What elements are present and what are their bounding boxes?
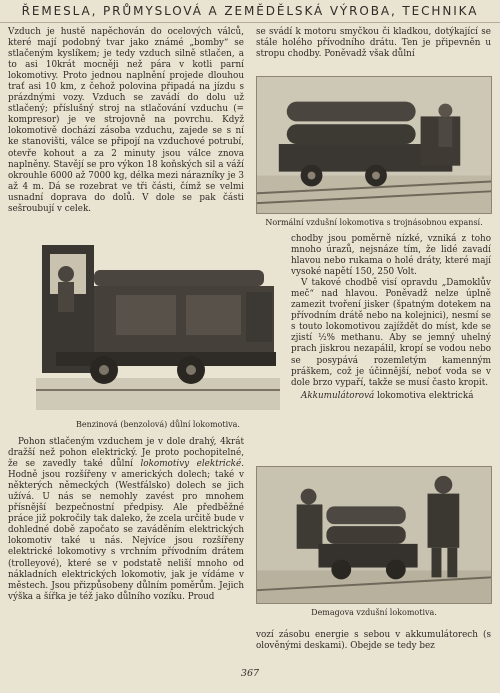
- left-column-top-text: [8, 27, 244, 215]
- paragraph: Vzduch je hustě napěchován do ocelových válců, které mají podobný tvar jako známé „bomby“ se stlačeným kyslíkem; je tedy vzduch silně stlačen, a to asi 10krát mocněji než pára v kotli parní lokomotivy. Proto jednou naplnění projede dlouhou trať asi 10 km, z čehož polovina připadá na jízdu s prázdnými vozy. Vzduch se zavádí do dolu už stlačený; příslušný stroj na stlačování vzduchu (= kompresor) je ve strojovně na povrchu. Když lokomotivě dochází zásoba vzduchu, zajede se s ní ke stanovišti, válce se připojí na vzduchové potrubí, otevře kohout a za 2 minuty jsou válce znova naplněny. Stavějí se pro výkon 18 koňských sil a váží okrouhle 6000 až 7000 kg, délka mezi nárazníky je 3 až 4 m. Dá se rozebrat ve tři části, čímž se velmi usnadní doprava do dolů. V dole se pak části sešroubují v celek.: [8, 27, 244, 214]
- air-locomotive-illustration: [257, 77, 491, 213]
- benzine-locomotive-illustration: [36, 240, 280, 410]
- photo-benzine-locomotive: [36, 240, 280, 410]
- italic-term: Akkumulátorová: [301, 390, 375, 401]
- left-column-bottom-text: [8, 437, 244, 603]
- paragraph: V takové chodbě visí opravdu „Damoklův meč“ nad hlavou. Poněvadž nelze úplně zamezit tvoření jisker (špatným dotekem na přívodním drátě nebo na kolejnici), nesmí se s touto lokomotivou zajíždět do míst, kde se zjistí ½% methanu. Aby se jemný uhelný prach jiskrou nezapálil, kropí se vodou nebo se posypává rozemletým kamenným práškem, což je účinnější, neboť voda se v dole brzo vypaří, takže se musí často kropit.: [291, 278, 491, 388]
- running-header: ŘEMESLA, PRŮMYSLOVÁ A ZEMĚDĚLSKÁ VÝROBA, TECHNIKA: [0, 0, 500, 23]
- right-column-middle-text: [291, 234, 491, 402]
- caption-fig3: Demagova vzdušní lokomotiva.: [311, 608, 437, 617]
- demag-locomotive-illustration: [257, 467, 491, 603]
- paragraph: vozí zásobu energie s sebou v akkumulátorech (s olověnými deskami). Obejde se tedy bez: [256, 630, 491, 652]
- paragraph-accu: [291, 391, 491, 402]
- caption-fig2: Benzinová (benzolová) důlní lokomotiva.: [76, 420, 240, 429]
- text-part: Pohon stlačeným vzduchem je v dole drahý, 4krát dražší než pohon elektrický. Je proto pochopitelné, že se zavedly také důlní: [8, 437, 244, 470]
- photo-air-locomotive: [256, 76, 492, 214]
- accu-rest: lokomotiva elektrická: [374, 390, 474, 401]
- page-number: 367: [240, 668, 260, 679]
- right-column-top-text: [256, 27, 491, 60]
- caption-fig1: Normální vzdušní lokomotiva s trojnásobnou expansí.: [265, 218, 483, 227]
- photo-demag-locomotive: [256, 466, 492, 604]
- right-column-bottom-text: [256, 630, 491, 652]
- paragraph: se svádí k motoru smyčkou či kladkou, dotýkající se stále holého přívodního drátu. Ten je připevněn u stropu chodby. Poněvadž však důlní: [256, 27, 491, 60]
- paragraph: [8, 437, 244, 603]
- paragraph: chodby jsou poměrně nízké, vzniká z toho mnoho úrazů, nejsnáze tím, že lidé zavadí hlavou nebo rukama o holé dráty, které mají vysoké napětí 150, 250 Volt.: [291, 234, 491, 278]
- text-part: . Hodně jsou rozšířeny v amerických dolech; také v některých německých (Westfálsko) dolech se jich užívá. U nás se nemohly zavést pro mnohem přísnější bezpečnostní předpisy. Ale předběžné práce již pokročily tak daleko, že zcela určitě bude v dohledné době započato se zaváděním elektrických lokomotiv také u nás. Nejvíce jsou rozšířeny elektrické lokomotivy s vrchním přívodním drátem (trolleyové), které se v podstatě neliší mnoho od nákladních elektrických lokomotiv, jak je vídáme v městech. Jsou přizpůsobeny důlním poměrům. Jejich výška a šířka je též jako důlního vozíku. Proud: [8, 459, 245, 602]
- italic-term: lokomotivy elektrické: [140, 459, 242, 470]
